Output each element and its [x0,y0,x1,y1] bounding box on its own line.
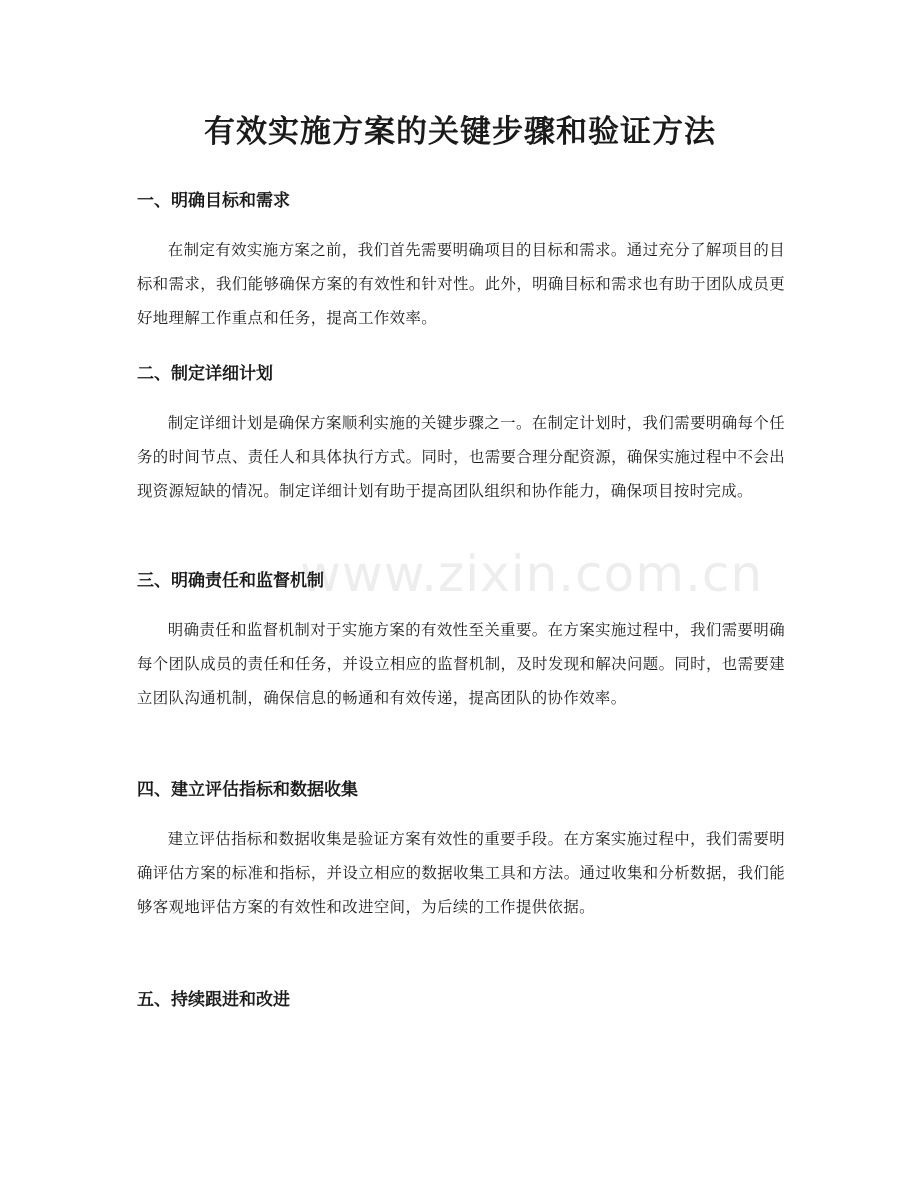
spacer [137,387,785,406]
section-heading: 三、明确责任和监督机制 [137,571,324,591]
section-heading: 四、建立评估指标和数据收集 [137,780,358,800]
section-heading: 二、制定详细计划 [137,364,273,384]
section-heading: 五、持续跟进和改进 [137,990,290,1010]
section-paragraph: 建立评估指标和数据收集是验证方案有效性的重要手段。在方案实施过程中，我们需要明确评估方案的标准和指标，并设立相应的数据收集工具和方法。通过收集和分析数据，我们能够客观地评估方案的有效性和改进空间，为后续的工作提供依据。 [137,830,785,916]
spacer [137,214,785,233]
section-1 [137,188,785,335]
watermark-text: www.zixin.com.cn [300,545,764,603]
section-paragraph: 制定详细计划是确保方案顺利实施的关键步骤之一。在制定计划时，我们需要明确每个任务的时间节点、责任人和具体执行方式。同时，也需要合理分配资源，确保实施过程中不会出现资源短缺的情况。制定详细计划有助于提高团队组织和协作能力，确保项目按时完成。 [137,414,785,500]
section-2 [137,361,785,508]
section-heading: 一、明确目标和需求 [137,191,290,211]
section-5 [137,987,785,1013]
section-3 [137,568,785,715]
spacer [137,594,785,613]
spacer [137,803,785,822]
section-paragraph: 在制定有效实施方案之前，我们首先需要明确项目的目标和需求。通过充分了解项目的目标和需求，我们能够确保方案的有效性和针对性。此外，明确目标和需求也有助于团队成员更好地理解工作重点和任务，提高工作效率。 [137,241,785,327]
section-paragraph: 明确责任和监督机制对于实施方案的有效性至关重要。在方案实施过程中，我们需要明确每个团队成员的责任和任务，并设立相应的监督机制，及时发现和解决问题。同时，也需要建立团队沟通机制，确保信息的畅通和有效传递，提高团队的协作效率。 [137,621,785,707]
section-4 [137,777,785,924]
document-title: 有效实施方案的关键步骤和验证方法 [204,114,716,150]
